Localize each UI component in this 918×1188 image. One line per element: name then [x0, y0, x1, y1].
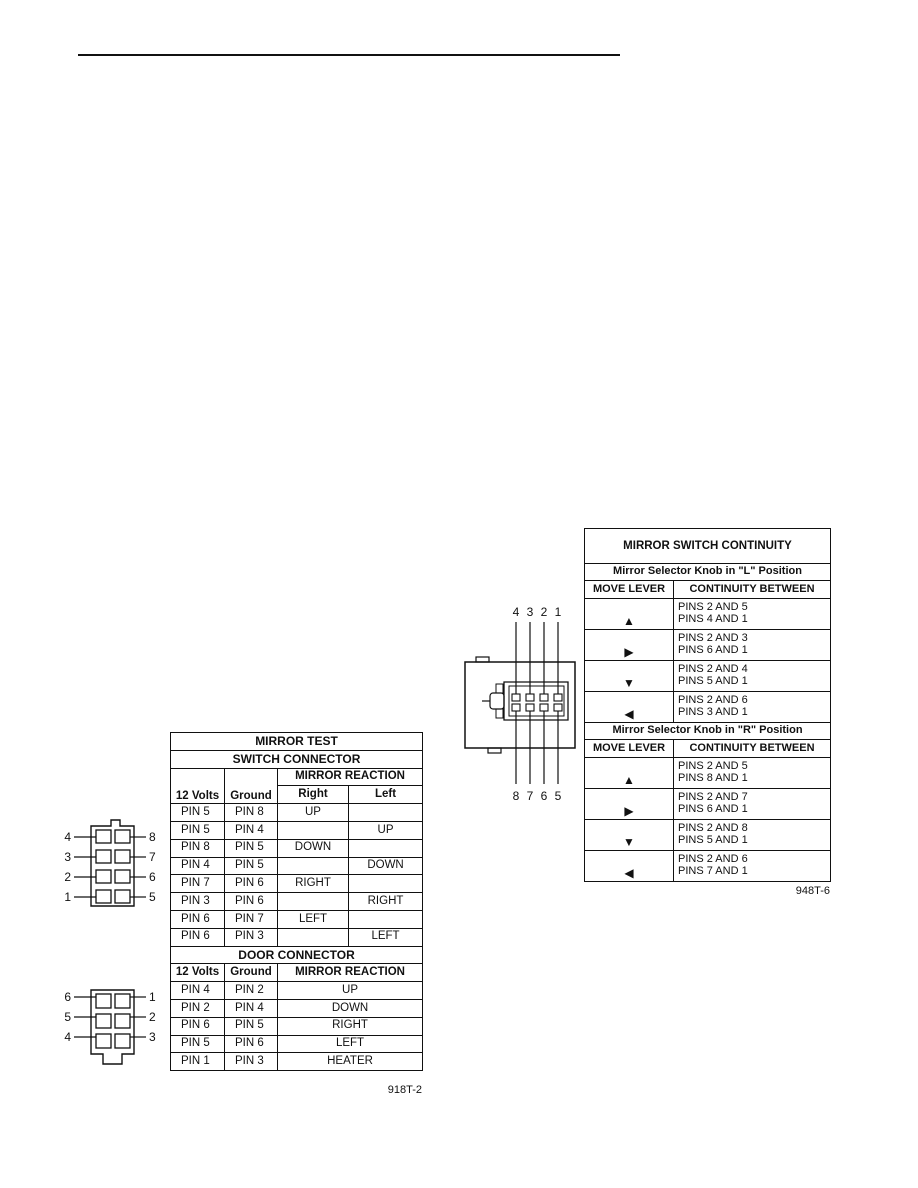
cell-volts: PIN 4: [171, 857, 225, 875]
cell-volts: PIN 2: [171, 999, 225, 1017]
continuity-line-1: PINS 2 AND 6: [678, 694, 748, 707]
continuity-row: [585, 851, 831, 882]
mirror-switch-continuity-figure: [584, 528, 830, 897]
switch-connector-row: [171, 893, 423, 911]
header-left: Left: [349, 786, 423, 804]
r-position-heading: Mirror Selector Knob in "R" Position: [585, 723, 831, 740]
mirror-switch-continuity-table: [584, 528, 831, 882]
cell-right: DOWN: [278, 839, 349, 857]
pin-label: 5: [64, 1010, 71, 1024]
door-connector-row: [171, 1017, 423, 1035]
cell-volts: PIN 5: [171, 1035, 225, 1053]
continuity-row: [585, 599, 831, 630]
door-connector-diagram: [58, 984, 166, 1070]
continuity-row: [585, 789, 831, 820]
cell-volts: PIN 6: [171, 928, 225, 946]
cell-ground: PIN 5: [225, 839, 278, 857]
cell-ground: PIN 7: [225, 910, 278, 928]
pin-label: 1: [554, 605, 562, 619]
continuity-line-2: PINS 7 AND 1: [678, 865, 748, 877]
cell-volts: PIN 3: [171, 893, 225, 911]
lever-arrow-icon: ▶: [585, 630, 674, 661]
continuity-line-2: PINS 5 AND 1: [678, 675, 748, 687]
lever-arrow-icon: ▲: [585, 599, 674, 630]
cell-volts: PIN 6: [171, 910, 225, 928]
cell-left: [349, 875, 423, 893]
switch-connector-row: [171, 910, 423, 928]
switch-connector-row: [171, 875, 423, 893]
cell-volts: PIN 6: [171, 1017, 225, 1035]
switch-connector-title: SWITCH CONNECTOR: [171, 750, 423, 768]
cell-ground: PIN 3: [225, 928, 278, 946]
cell-left: UP: [349, 821, 423, 839]
cell-left: DOWN: [349, 857, 423, 875]
continuity-line-1: PINS 2 AND 3: [678, 632, 748, 645]
cell-right: [278, 893, 349, 911]
continuity-line-2: PINS 4 AND 1: [678, 613, 748, 625]
cell-ground: PIN 5: [225, 1017, 278, 1035]
cell-ground: PIN 6: [225, 1035, 278, 1053]
header-rule: [78, 54, 620, 56]
cell-reaction: RIGHT: [278, 1017, 423, 1035]
l-col-continuity: CONTINUITY BETWEEN: [674, 581, 831, 599]
pin-label: 6: [540, 789, 548, 803]
cell-ground: PIN 8: [225, 804, 278, 822]
lever-arrow-icon: ◀: [585, 692, 674, 723]
cell-right: LEFT: [278, 910, 349, 928]
continuity-cell: [674, 661, 831, 692]
cell-volts: PIN 1: [171, 1053, 225, 1071]
continuity-line-2: PINS 6 AND 1: [678, 644, 748, 656]
header-12-volts: 12 Volts: [171, 768, 225, 804]
mirror-test-title: MIRROR TEST: [171, 733, 423, 751]
cell-volts: PIN 5: [171, 804, 225, 822]
continuity-line-1: PINS 2 AND 8: [678, 822, 748, 835]
continuity-line-2: PINS 3 AND 1: [678, 706, 748, 718]
continuity-row: [585, 758, 831, 789]
pin-label: 2: [540, 605, 548, 619]
continuity-cell: [674, 599, 831, 630]
continuity-line-1: PINS 2 AND 5: [678, 760, 748, 773]
cell-left: [349, 804, 423, 822]
continuity-row: [585, 661, 831, 692]
figure-id-918t-2: 918T-2: [387, 1084, 422, 1096]
continuity-cell: [674, 789, 831, 820]
pin-label: 4: [512, 605, 520, 619]
cell-reaction: DOWN: [278, 999, 423, 1017]
continuity-line-1: PINS 2 AND 5: [678, 601, 748, 614]
cell-left: [349, 910, 423, 928]
cell-ground: PIN 5: [225, 857, 278, 875]
cell-ground: PIN 4: [225, 999, 278, 1017]
continuity-cell: [674, 630, 831, 661]
lever-arrow-icon: ▲: [585, 758, 674, 789]
pin-label: 5: [149, 890, 156, 904]
cell-left: RIGHT: [349, 893, 423, 911]
switch-connector-row: [171, 821, 423, 839]
continuity-line-2: PINS 8 AND 1: [678, 772, 748, 784]
lever-arrow-icon: ▼: [585, 820, 674, 851]
switch-connector-diagram: [58, 818, 166, 918]
lever-arrow-icon: ▼: [585, 661, 674, 692]
l-col-move-lever: MOVE LEVER: [585, 581, 674, 599]
header-right: Right: [278, 786, 349, 804]
pin-label: 2: [149, 1010, 156, 1024]
mirror-test-table: [170, 732, 423, 1071]
header-mirror-reaction: MIRROR REACTION: [278, 768, 423, 786]
cell-reaction: UP: [278, 982, 423, 1000]
door-header-mirror-reaction: MIRROR REACTION: [278, 964, 423, 982]
cell-ground: PIN 4: [225, 821, 278, 839]
pin-label: 8: [149, 830, 156, 844]
switch-connector-row: [171, 839, 423, 857]
continuity-title: MIRROR SWITCH CONTINUITY: [585, 529, 831, 564]
continuity-cell: [674, 758, 831, 789]
pin-label: 3: [526, 605, 534, 619]
door-connector-row: [171, 1035, 423, 1053]
switch-connector-row: [171, 857, 423, 875]
continuity-line-2: PINS 6 AND 1: [678, 803, 748, 815]
cell-right: [278, 821, 349, 839]
pin-label: 5: [554, 789, 562, 803]
cell-ground: PIN 6: [225, 875, 278, 893]
pin-label: 4: [64, 1030, 71, 1044]
cell-volts: PIN 4: [171, 982, 225, 1000]
cell-left: [349, 839, 423, 857]
cell-reaction: HEATER: [278, 1053, 423, 1071]
cell-right: [278, 928, 349, 946]
pin-label: 6: [149, 870, 156, 884]
continuity-cell: [674, 851, 831, 882]
continuity-line-1: PINS 2 AND 7: [678, 791, 748, 804]
door-header-ground: Ground: [225, 964, 278, 982]
cell-left: LEFT: [349, 928, 423, 946]
cell-ground: PIN 3: [225, 1053, 278, 1071]
mirror-switch-diagram: [460, 602, 580, 806]
continuity-cell: [674, 820, 831, 851]
cell-volts: PIN 5: [171, 821, 225, 839]
continuity-cell: [674, 692, 831, 723]
pin-label: 1: [64, 890, 71, 904]
pin-label: 2: [64, 870, 71, 884]
r-col-move-lever: MOVE LEVER: [585, 740, 674, 758]
pin-label: 6: [64, 990, 71, 1004]
pin-label: 7: [526, 789, 534, 803]
cell-right: RIGHT: [278, 875, 349, 893]
door-connector-title: DOOR CONNECTOR: [171, 946, 423, 964]
pin-label: 1: [149, 990, 156, 1004]
lever-arrow-icon: ▶: [585, 789, 674, 820]
pin-label: 8: [512, 789, 520, 803]
cell-volts: PIN 8: [171, 839, 225, 857]
switch-connector-row: [171, 804, 423, 822]
continuity-row: [585, 820, 831, 851]
mirror-test-figure: [170, 732, 422, 1096]
door-header-12-volts: 12 Volts: [171, 964, 225, 982]
pin-label: 4: [64, 830, 71, 844]
switch-connector-row: [171, 928, 423, 946]
door-connector-row: [171, 1053, 423, 1071]
pin-label: 3: [64, 850, 71, 864]
header-ground: Ground: [225, 768, 278, 804]
cell-reaction: LEFT: [278, 1035, 423, 1053]
r-col-continuity: CONTINUITY BETWEEN: [674, 740, 831, 758]
cell-ground: PIN 2: [225, 982, 278, 1000]
cell-right: UP: [278, 804, 349, 822]
continuity-row: [585, 692, 831, 723]
cell-volts: PIN 7: [171, 875, 225, 893]
door-connector-row: [171, 999, 423, 1017]
continuity-row: [585, 630, 831, 661]
door-connector-row: [171, 982, 423, 1000]
pin-label: 3: [149, 1030, 156, 1044]
lever-arrow-icon: ◀: [585, 851, 674, 882]
continuity-line-1: PINS 2 AND 6: [678, 853, 748, 866]
continuity-line-1: PINS 2 AND 4: [678, 663, 748, 676]
figure-id-948t-6: 948T-6: [795, 885, 830, 897]
cell-ground: PIN 6: [225, 893, 278, 911]
continuity-line-2: PINS 5 AND 1: [678, 834, 748, 846]
pin-label: 7: [149, 850, 156, 864]
cell-right: [278, 857, 349, 875]
l-position-heading: Mirror Selector Knob in "L" Position: [585, 564, 831, 581]
